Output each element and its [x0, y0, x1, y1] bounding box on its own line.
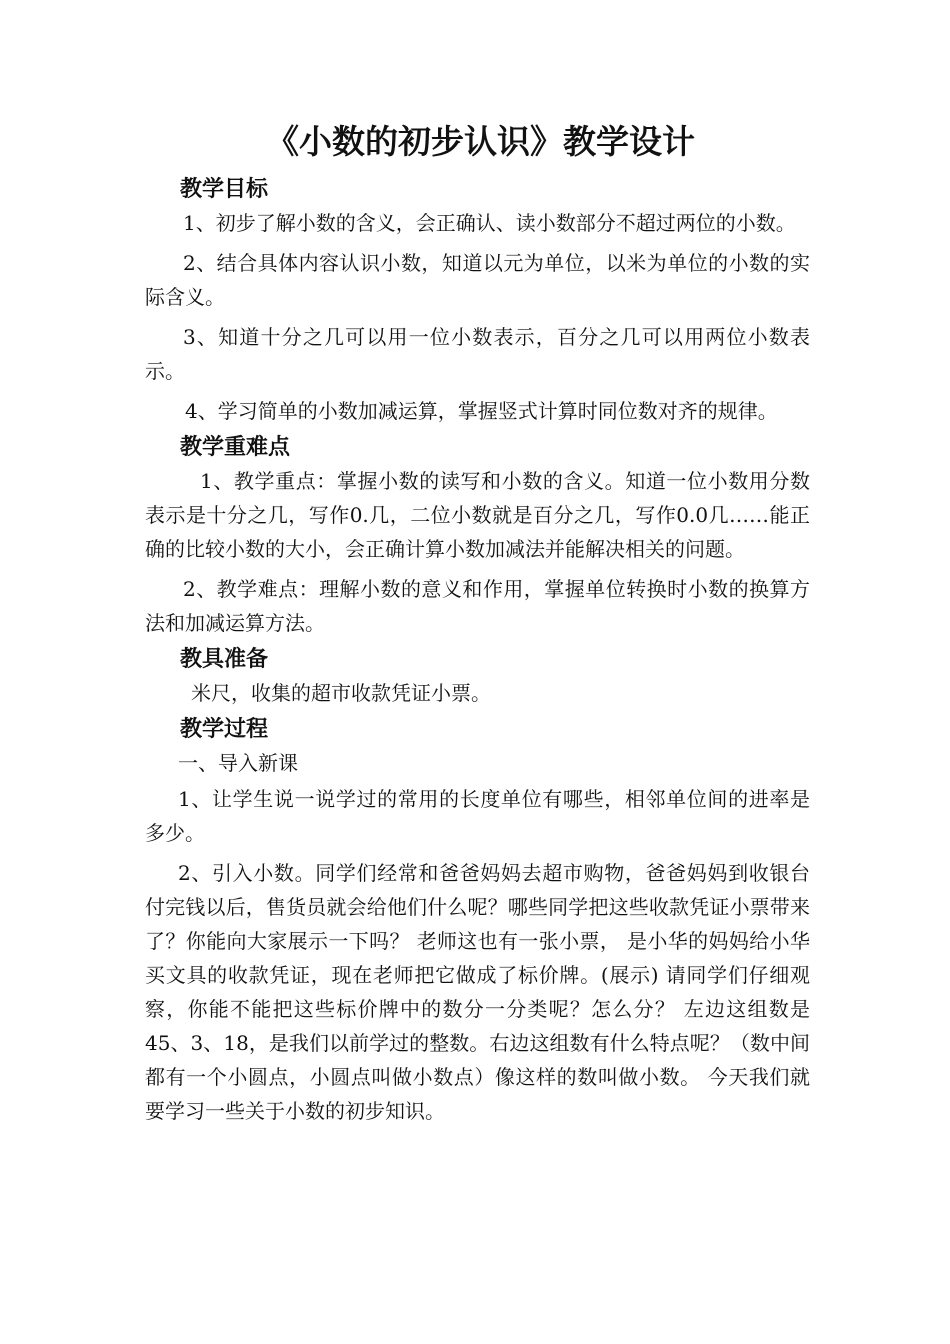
process-subheading: 一、导入新课 — [178, 751, 298, 775]
document-page — [145, 118, 810, 1134]
heading-key-points: 教学重难点 — [180, 434, 291, 460]
heading-materials: 教具准备 — [180, 646, 269, 672]
goal-item-4: 4、学习简单的小数加减运算，掌握竖式计算时同位数对齐的规律。 — [185, 399, 778, 423]
goal-item-1: 1、初步了解小数的含义，会正确认、读小数部分不超过两位的小数。 — [183, 211, 796, 235]
process-item-1: 1、让学生说一说学过的常用的长度单位有哪些，相邻单位间的进率是多少。 — [145, 787, 810, 845]
goal-item-3: 3、知道十分之几可以用一位小数表示，百分之几可以用两位小数表示。 — [145, 325, 810, 383]
document-title: 《小数的初步认识》教学设计 — [266, 122, 695, 161]
key-point-2: 2、教学难点：理解小数的意义和作用，掌握单位转换时小数的换算方法和加减运算方法。 — [145, 577, 810, 635]
heading-process: 教学过程 — [180, 716, 269, 742]
key-point-1: 1、教学重点：掌握小数的读写和小数的含义。知道一位小数用分数表示是十分之几，写作0.几，二位小数就是百分之几，写作0.0几……能正确的比较小数的大小，会正确计算小数加减法并能解决相关的问题。 — [145, 469, 810, 561]
materials-text: 米尺，收集的超市收款凭证小票。 — [191, 681, 491, 705]
goal-item-2: 2、结合具体内容认识小数，知道以元为单位，以米为单位的小数的实际含义。 — [145, 251, 810, 309]
heading-goals: 教学目标 — [180, 176, 269, 202]
process-item-2: 2、引入小数。同学们经常和爸爸妈妈去超市购物，爸爸妈妈到收银台付完钱以后，售货员就会给他们什么呢？哪些同学把这些收款凭证小票带来了？你能向大家展示一下吗？ 老师这也有一张小票， 是小华的妈妈给小华买文具的收款凭证，现在老师把它做成了标价牌。(展示) 请同学们仔细观察，你能不能把这些标价牌中的数分一分类呢？怎么分？ 左边这组数是45、3、18，是我们以前学过的整数。右边这组数有什么特点呢？（数中间都有一个小圆点，小圆点叫做小数点）像这样的数叫做小数。 今天我们就要学习一些关于小数的初步知识。 — [145, 861, 810, 1123]
